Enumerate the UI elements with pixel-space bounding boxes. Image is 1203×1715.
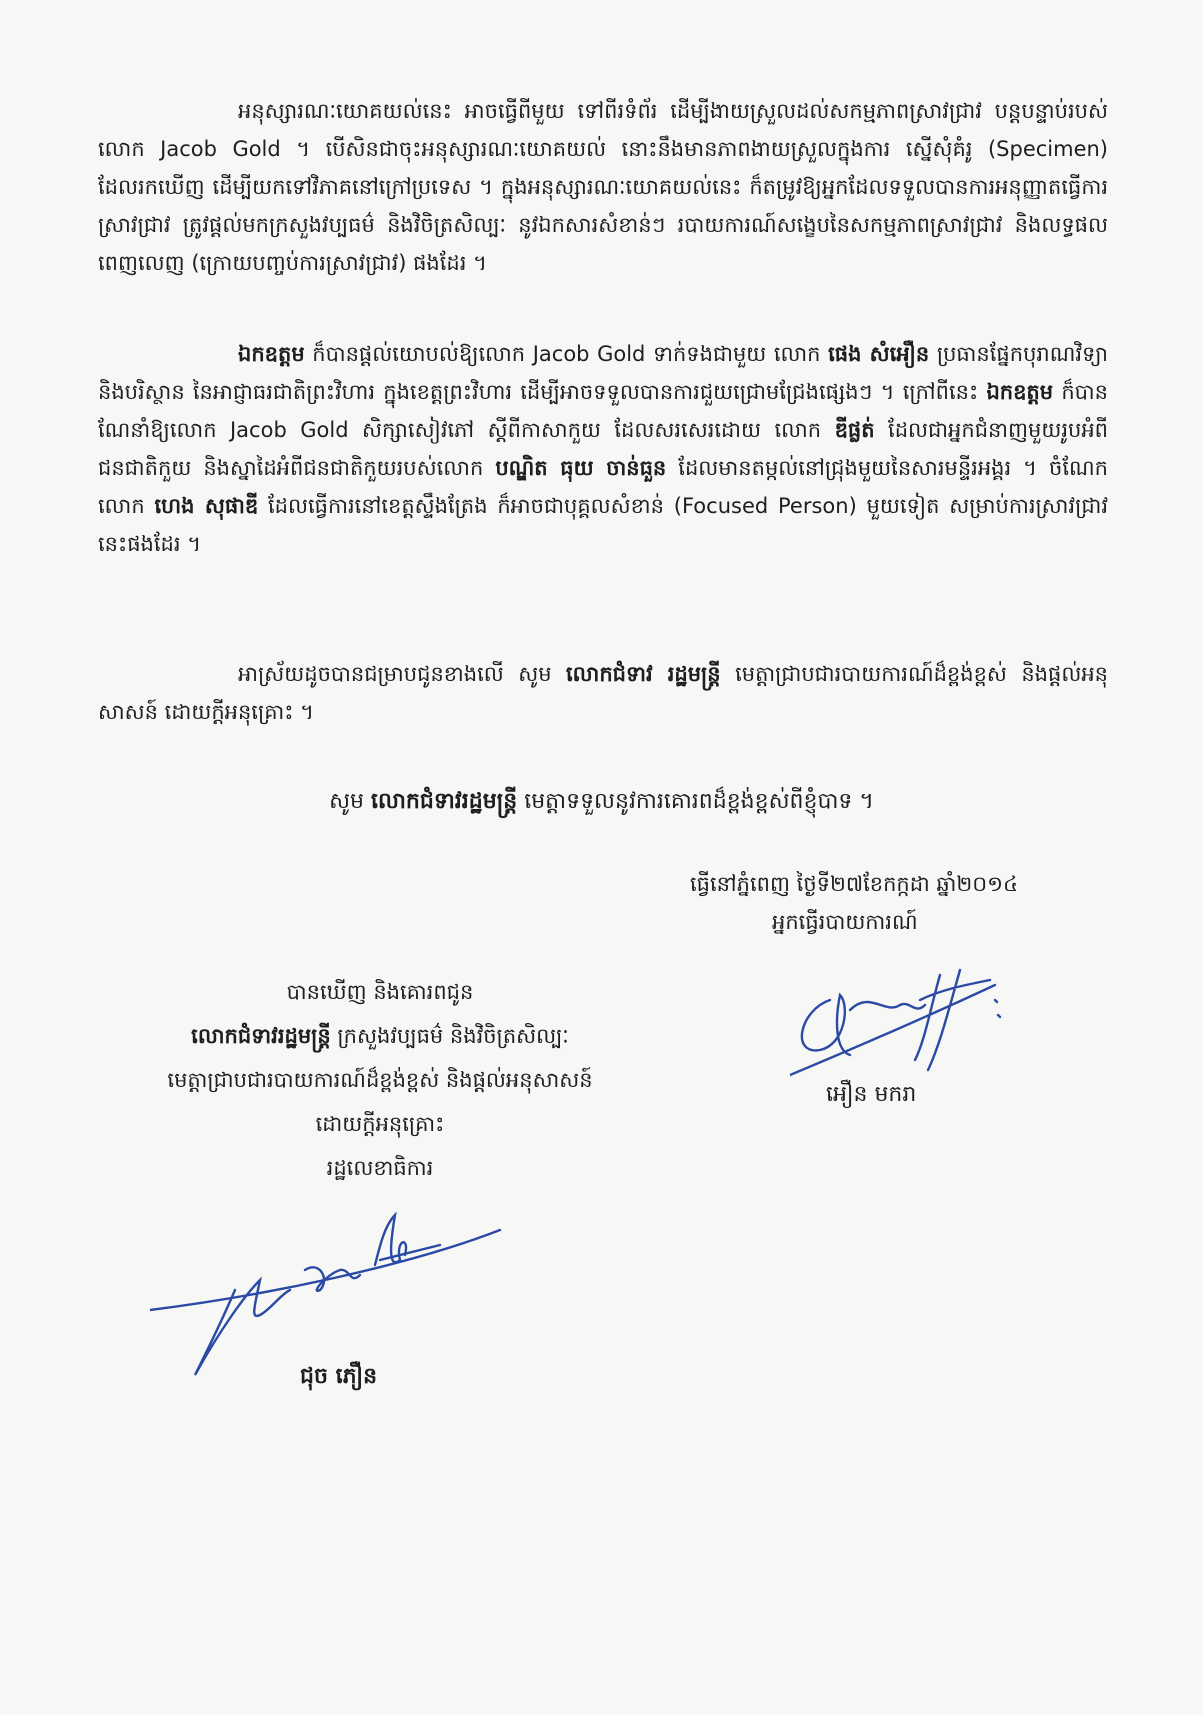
request-text-c: មេត្តាជ្រាបជារបាយការណ៍ដ៏ខ្ពង់ខ្ពស់ និងផ្តល់អនុសាសន៍ ដោយក្តីអនុគ្រោះ ។ (98, 662, 1108, 724)
person-name-2: ឌីផ្លត់ (834, 418, 875, 442)
minister-title: លោកជំទាវ រដ្ឋមន្ត្រី (566, 662, 721, 686)
rec-text-f: ដែលធ្វើការនៅខេត្តស្ទឹងត្រែង ក៏អាចជាបុគ្គលសំខាន់ (Focused Person) មួយទៀត សម្រាប់ការស្រាវជ្រាវនេះផងដែរ ។ (98, 494, 1108, 556)
signer-block (690, 865, 1110, 941)
closing-minister-title: លោកជំទាវរដ្ឋមន្ត្រី (371, 789, 518, 814)
person-name-1: ផេង សំអឿន (828, 342, 930, 366)
excellency-label-2: ឯកឧត្តម (986, 380, 1054, 404)
secretary-name: ជុច ភឿន (300, 1364, 378, 1389)
closing-salutation (0, 783, 1203, 821)
person-name-4: ហេង សុផាឌី (154, 494, 259, 518)
approval-position: រដ្ឋលេខាធិការ (326, 1156, 434, 1180)
paragraph-mou (98, 92, 1108, 282)
rec-text-c: ក៏បានណែនាំឱ្យលោក Jacob Gold សិក្សាសៀវភៅ ស្តីពីកាសាកួយ ដែលសរសេរដោយ លោក (98, 380, 1108, 442)
reporter-name: អឿន មករា (826, 1082, 917, 1107)
approval-line-3: មេត្តាជ្រាបជារបាយការណ៍ដ៏ខ្ពង់ខ្ពស់ និងផ្តល់អនុសាសន៍ (167, 1068, 593, 1092)
rec-text-d: ដែលជាអ្នកជំនាញមួយរូបអំពីជនជាតិកួយ និងស្នាដៃអំពីជនជាតិកួយរបស់លោក (98, 418, 1108, 480)
date-line: ធ្វើនៅភ្នំពេញ ថ្ងៃទី២៧ខែកក្កដា ឆ្នាំ២០១៤ (690, 872, 1018, 896)
rec-text-a: ក៏បានផ្តល់យោបល់ឱ្យលោក Jacob Gold ទាក់ទងជាមួយ លោក (304, 342, 829, 366)
person-name-3: បណ្ឌិត ធុយ ចាន់ធួន (495, 456, 667, 480)
signer-title: អ្នកធ្វើរបាយការណ៍ (772, 910, 918, 934)
rec-text-e: ដែលមានតម្កល់នៅជ្រុងមួយនៃសារមន្ទីរអង្គរ ។ ចំណែក លោក (98, 456, 1109, 518)
approval-line-2 (120, 1014, 640, 1058)
rec-text-b: ប្រធានផ្នែកបុរាណវិទ្យា និងបរិស្ថាន នៃអាជ្ញាធរជាតិព្រះវិហារ ក្នុងខេត្តព្រះវិហារ ដើម្បីអាចទទួលបានការជួយជ្រោមជ្រែងផ្សេងៗ ។ ក្រៅពីនេះ (98, 342, 1108, 404)
approval-line-4: ដោយក្តីអនុគ្រោះ (315, 1112, 445, 1136)
paragraph-request (98, 655, 1108, 731)
secretary-signature (150, 1210, 540, 1385)
reporter-signature (790, 960, 1010, 1090)
closing-text-a: សូម (329, 789, 372, 814)
approval-block (120, 970, 640, 1190)
approval-minister-title: លោកជំទាវរដ្ឋមន្ត្រី (191, 1024, 331, 1048)
paragraph-mou-text: អនុស្សារណៈយោគយល់នេះ អាចធ្វើពីមួយ ទៅពីរទំព័រ ដើម្បីងាយស្រួលដល់សកម្មភាពស្រាវជ្រាវ បន្តបន្ទាប់របស់លោក Jacob Gold ។ បើសិនជាចុះអនុស្សារណៈយោគយល់ នោះនឹងមានភាពងាយស្រួលក្នុងការ ស្នើសុំគំរូ (Specimen) ដែលរកឃើញ ដើម្បីយកទៅវិភាគនៅក្រៅប្រទេស ។ ក្នុងអនុស្សារណៈយោគយល់នេះ ក៏តម្រូវឱ្យអ្នកដែលទទួលបានការអនុញ្ញាតធ្វើការស្រាវជ្រាវ ត្រូវផ្តល់មកក្រសួងវប្បធម៌ និងវិចិត្រសិល្បៈ នូវឯកសារសំខាន់ៗ របាយការណ៍សង្ខេបនៃសកម្មភាពស្រាវជ្រាវ និងលទ្ធផលពេញលេញ (ក្រោយបញ្ចប់ការស្រាវជ្រាវ) ផងដែរ ។ (98, 99, 1108, 275)
excellency-label: ឯកឧត្តម (238, 342, 305, 366)
request-text-a: អាស្រ័យដូចបានជម្រាបជូនខាងលើ សូម (238, 662, 566, 686)
paragraph-recommendations (98, 335, 1108, 563)
closing-text-c: មេត្តាទទួលនូវការគោរពដ៏ខ្ពង់ខ្ពស់ពីខ្ញុំបាទ ។ (517, 789, 874, 814)
approval-line-1: បានឃើញ និងគោរពជូន (286, 980, 474, 1004)
approval-ministry: ក្រសួងវប្បធម៌ និងវិចិត្រសិល្បៈ (330, 1024, 569, 1048)
